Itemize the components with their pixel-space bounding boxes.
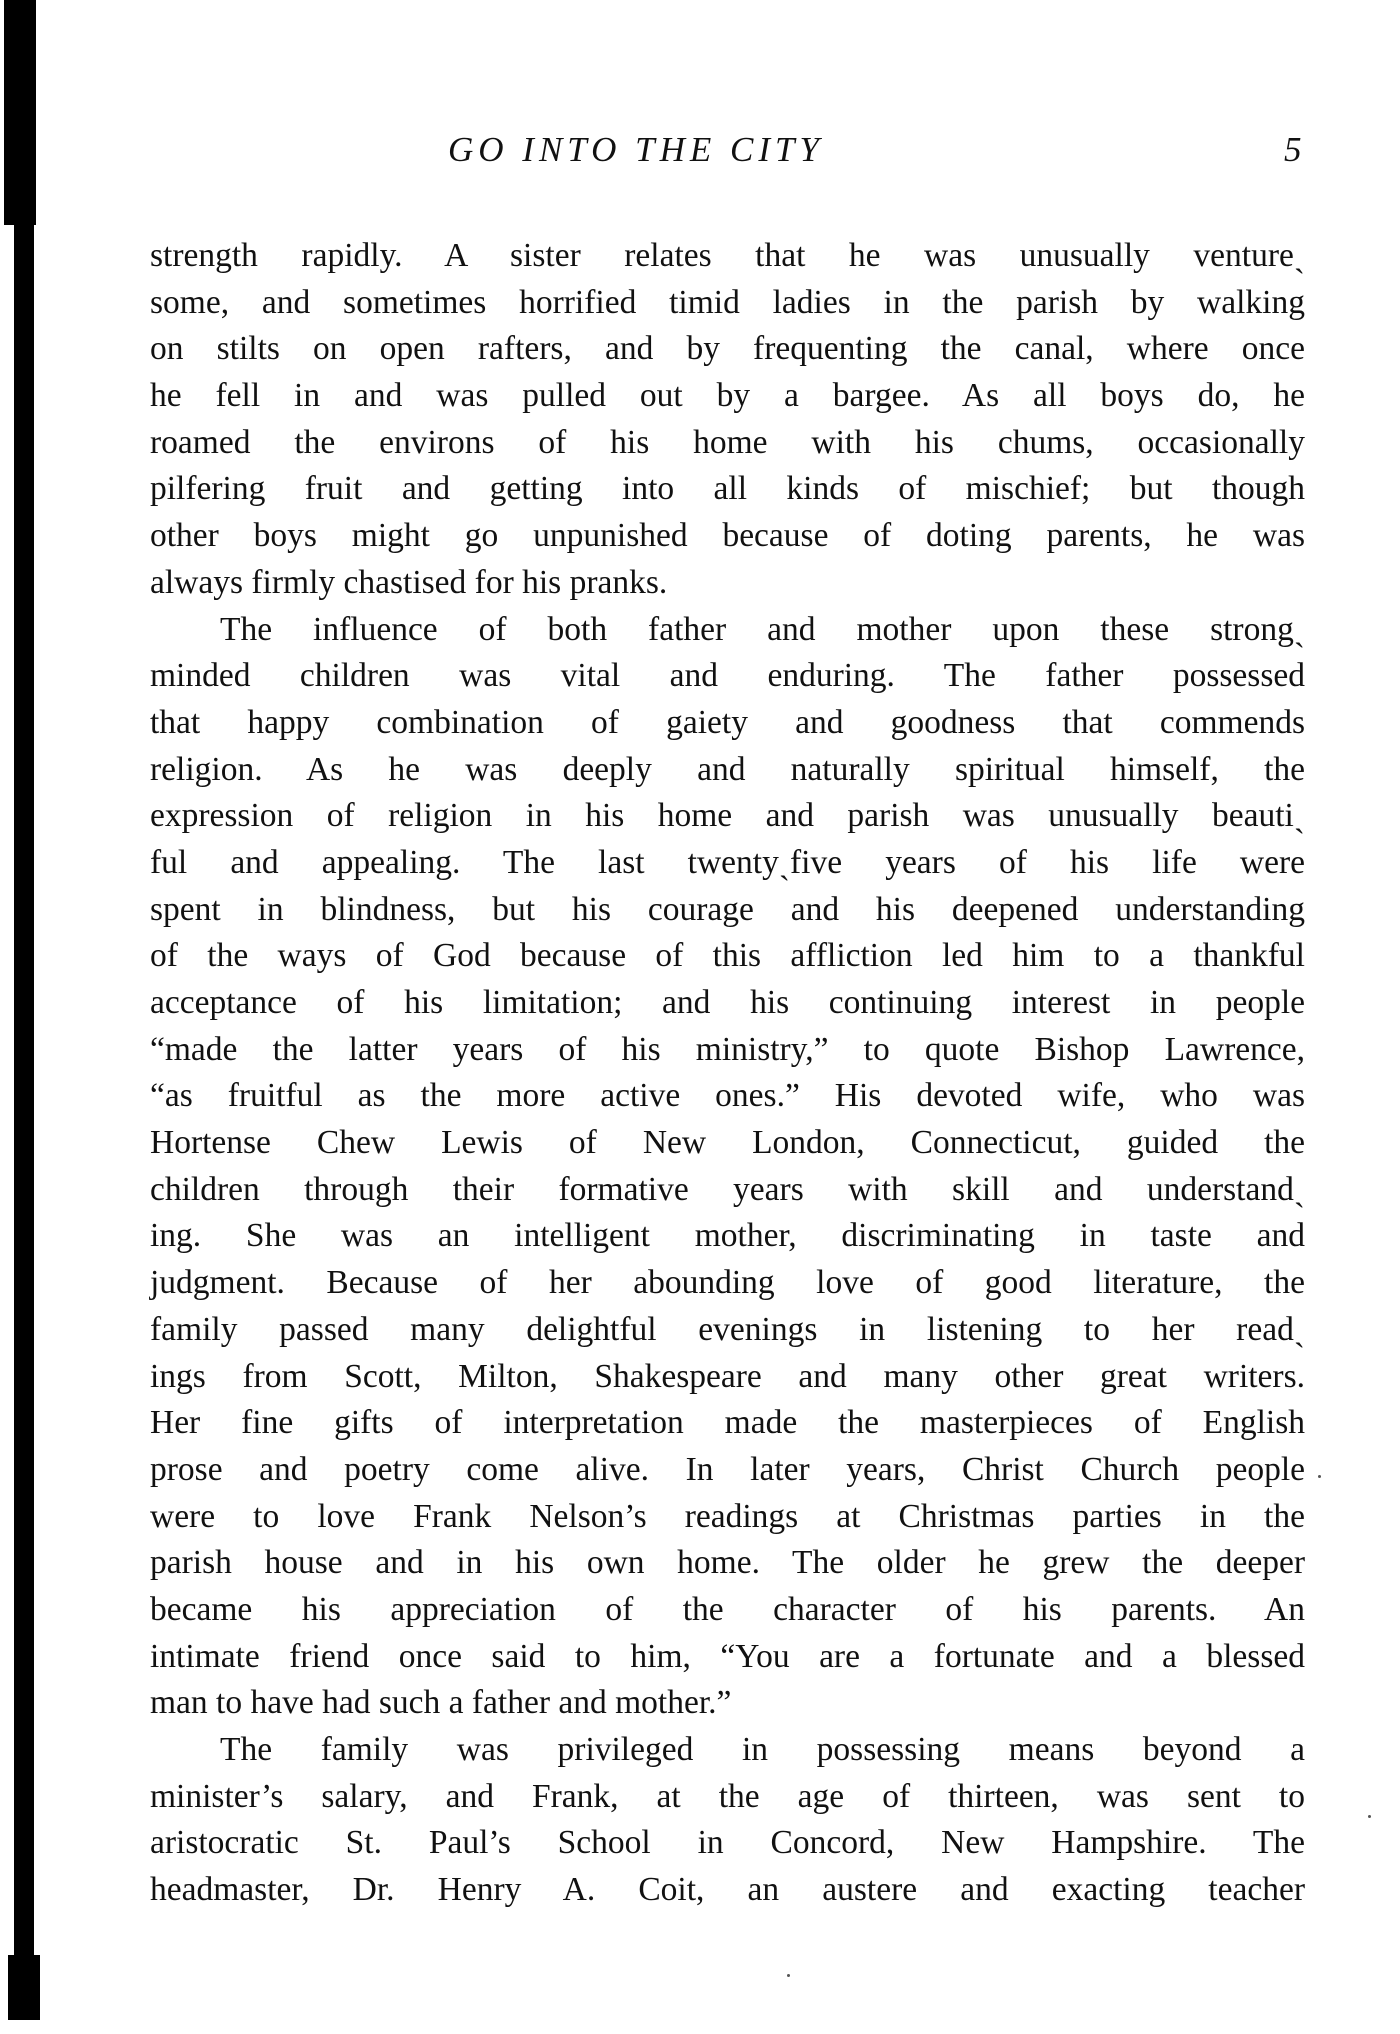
text-line: children through their formative years with skill and understandˎ (150, 1170, 1305, 1208)
scan-speck (1368, 1815, 1371, 1818)
text-line: judgment. Because of her abounding love of good literature, the (150, 1264, 1305, 1302)
text-line: some, and sometimes horrified timid ladies in the parish by walking (150, 283, 1305, 321)
scan-binding-shadow-foot (8, 1955, 40, 2020)
text-line: parish house and in his own home. The older he grew the deeper (150, 1544, 1305, 1582)
scan-binding-shadow (4, 0, 36, 225)
text-line: family passed many delightful evenings in listening to her readˎ (150, 1310, 1305, 1348)
text-line: The family was privileged in possessing means beyond a (220, 1731, 1305, 1768)
scan-binding-shadow-lower (14, 225, 34, 2020)
text-line: intimate friend once said to him, “You are a fortunate and a blessed (150, 1637, 1305, 1675)
text-line: Hortense Chew Lewis of New London, Connecticut, guided the (150, 1124, 1305, 1162)
scan-speck (1318, 1475, 1321, 1478)
paragraph (150, 607, 1305, 1728)
text-line: strength rapidly. A sister relates that he was unusually ventureˎ (150, 237, 1305, 274)
paragraph (150, 1727, 1305, 1914)
text-line: minded children was vital and enduring. The father possessed (150, 657, 1305, 695)
text-line: “made the latter years of his ministry,” to quote Bishop Lawrence, (150, 1030, 1305, 1068)
text-line: pilfering fruit and getting into all kinds of mischief; but though (150, 470, 1305, 508)
text-line: aristocratic St. Paul’s School in Concord, New Hampshire. The (150, 1824, 1305, 1862)
text-line: other boys might go unpunished because of doting parents, he was (150, 517, 1305, 555)
text-line: minister’s salary, and Frank, at the age of thirteen, was sent to (150, 1777, 1305, 1815)
body-text (150, 233, 1305, 1914)
text-line: spent in blindness, but his courage and his deepened understanding (150, 890, 1305, 928)
text-line: on stilts on open rafters, and by frequenting the canal, where once (150, 330, 1305, 368)
scan-speck (787, 1974, 790, 1977)
text-line: expression of religion in his home and parish was unusually beautiˎ (150, 797, 1305, 835)
text-line: The influence of both father and mother upon these strongˎ (220, 610, 1305, 648)
text-line: were to love Frank Nelson’s readings at Christmas parties in the (150, 1497, 1305, 1535)
text-line: roamed the environs of his home with his chums, occasionally (150, 423, 1305, 461)
text-line: headmaster, Dr. Henry A. Coit, an austere and exacting teacher (150, 1871, 1305, 1909)
text-line: ful and appealing. The last twentyˎfive years of his life were (150, 843, 1305, 881)
text-line: religion. As he was deeply and naturally spiritual himself, the (150, 750, 1305, 788)
text-line: of the ways of God because of this affliction led him to a thankful (150, 937, 1305, 975)
page-number: 5 (1284, 130, 1302, 169)
text-line: prose and poetry come alive. In later years, Christ Church people (150, 1450, 1305, 1488)
running-head (0, 128, 1400, 172)
text-line: that happy combination of gaiety and goodness that commends (150, 703, 1305, 741)
text-line: ings from Scott, Milton, Shakespeare and many other great writers. (150, 1357, 1305, 1395)
text-line: acceptance of his limitation; and his continuing interest in people (150, 984, 1305, 1021)
running-head-title: GO INTO THE CITY (448, 130, 824, 169)
text-line: became his appreciation of the character of his parents. An (150, 1590, 1305, 1628)
paragraph (150, 233, 1305, 607)
text-line: he fell in and was pulled out by a bargee. As all boys do, he (150, 377, 1305, 415)
text-line: man to have had such a father and mother.” (150, 1684, 732, 1722)
text-line: “as fruitful as the more active ones.” His devoted wife, who was (150, 1077, 1305, 1115)
text-line: Her fine gifts of interpretation made the masterpieces of English (150, 1404, 1305, 1442)
text-line: always firmly chastised for his pranks. (150, 563, 668, 601)
text-line: ing. She was an intelligent mother, discriminating in taste and (150, 1217, 1305, 1255)
